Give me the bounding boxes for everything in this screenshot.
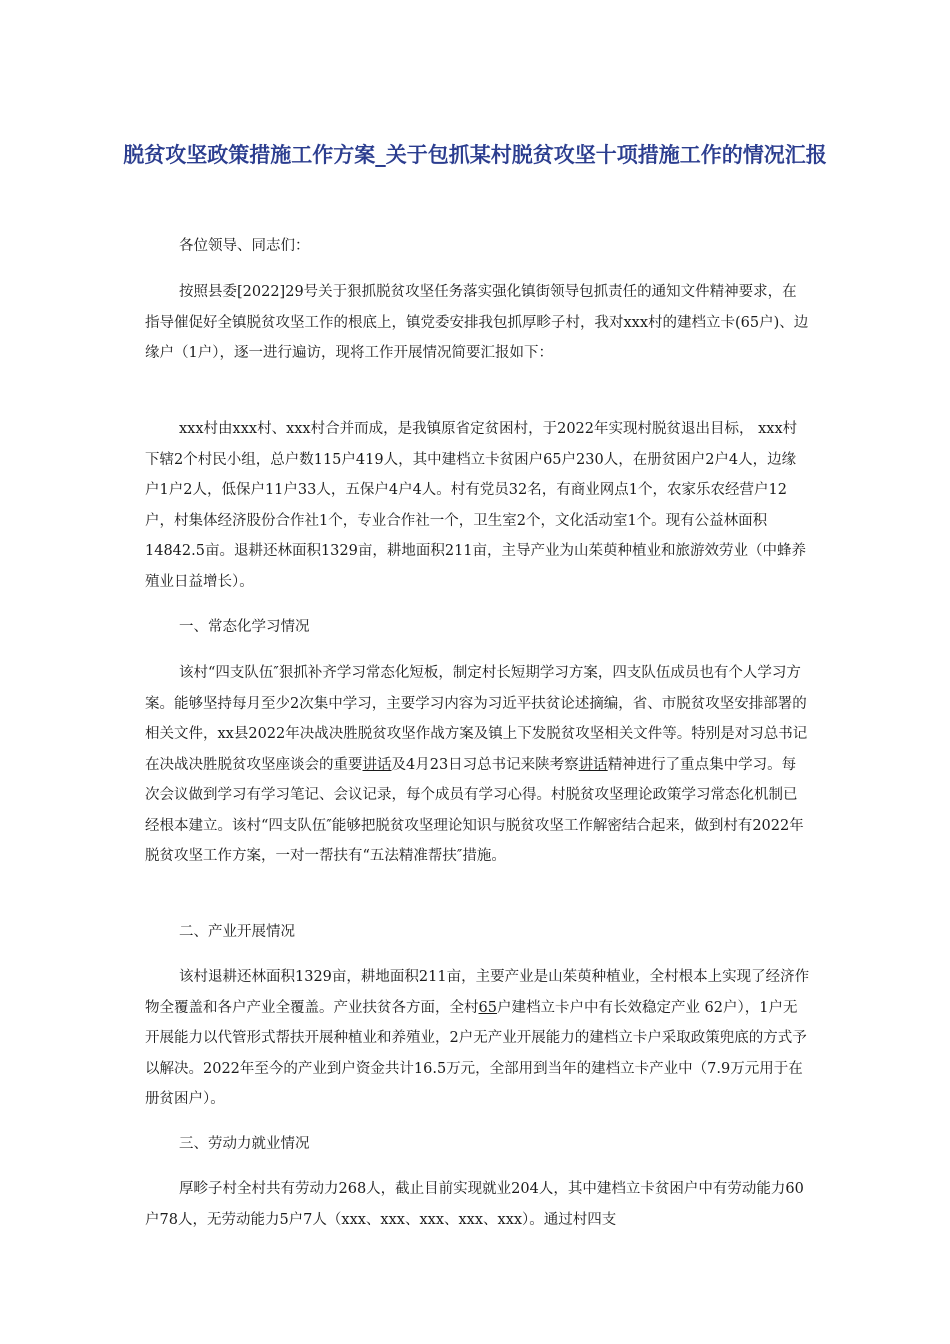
section-heading-study: 一、常态化学习情况 — [179, 619, 310, 635]
paragraph-employment: 厚畛子村全村共有劳动力268人，截止目前实现就业204人，其中建档立卡贫困户中有劳动能力60户78人，无劳动能力5户7人（xxx、xxx、xxx、xxx、xxx）。通过村四支 — [145, 1181, 804, 1228]
text-run: 及4月23日习总书记来陕考察 — [391, 756, 579, 773]
text-run: 精神进行了重点集中学习。每次会议做到学习有学习笔记、会议记录，每个成员有学习心得。村脱贫攻坚理论政策学习常态化机制已经根本建立。该村“四支队伍″能够把脱贫攻坚理论知识与脱贫攻坚工作解密结合起来，做到村有2022年脱贫攻坚工作方案，一对一帮扶有“五法精准帮扶″措施。 — [145, 756, 804, 864]
section-heading-employment: 三、劳动力就业情况 — [179, 1136, 310, 1152]
text-run: 该村“四支队伍″狠抓补齐学习常态化短板，制定村长短期学习方案，四支队伍成员也有个人学习方案。能够坚持每月至少2次集中学习，主要学习内容为习近平扶贫论述摘编，省、市脱贫攻坚安排部署的相关文件，xx县2022年决战决胜脱贫攻坚作战方案及镇上下发脱贫攻坚相关文件等。特别是对习总书记在决战决胜脱贫攻坚座谈会的重要 — [145, 665, 808, 773]
document-title: 脱贫攻坚政策措施工作方案_关于包抓某村脱贫攻坚十项措施工作的情况汇报 — [123, 143, 827, 167]
paragraph-study — [145, 658, 810, 872]
paragraph-industry — [145, 962, 810, 1115]
underlined-number: 65 — [478, 999, 497, 1016]
text-run: 该村退耕还林面积1329亩，耕地面积211亩，主要产业是山茱萸种植业，全村根本上实现了经济作物全覆盖和各户产业全覆盖。产业扶贫各方面，全村 — [145, 969, 810, 1016]
section-heading-industry: 二、产业开展情况 — [179, 924, 295, 940]
underlined-term: 讲话 — [362, 756, 392, 773]
paragraph-intro: 按照县委[2022]29号关于狠抓脱贫攻坚任务落实强化镇街领导包抓责任的通知文件精神要求，在指导催促好全镇脱贫攻坚工作的根底上，镇党委安排我包抓厚畛子村，我对xxx村的建档立卡(65户)、边缘户（1户），逐一进行遍访，现将工作开展情况简要汇报如下： — [145, 284, 809, 361]
paragraph-village-overview: xxx村由xxx村、xxx村合并而成，是我镇原省定贫困村，于2022年实现村脱贫退出目标， xxx村下辖2个村民小组，总户数115户419人，其中建档立卡贫困户65户230人，在册贫困户2户4人，边缘户1户2人，低保户11户33人，五保户4户4人。村有党员32名，有商业网点1个，农家乐农经营户12户，村集体经济股份合作社1个，专业合作社一个，卫生室2个，文化活动室1个。现有公益林面积14842.5亩。退耕还林面积1329亩，耕地面积211亩，主导产业为山茱萸种植业和旅游效劳业（中蜂养殖业日益增长）。 — [145, 421, 807, 590]
underlined-term: 讲话 — [578, 756, 608, 773]
salutation: 各位领导、同志们： — [179, 238, 310, 254]
text-run: 户建档立卡户中有长效稳定产业 62户），1户无开展能力以代管形式帮扶开展种植业和养殖业，2户无产业开展能力的建档立卡户采取政策兜底的方式予以解决。2022年至今的产业到户资金共计16.5万元，全部用到当年的建档立卡产业中（7.9万元用于在册贫困户）。 — [145, 999, 807, 1107]
